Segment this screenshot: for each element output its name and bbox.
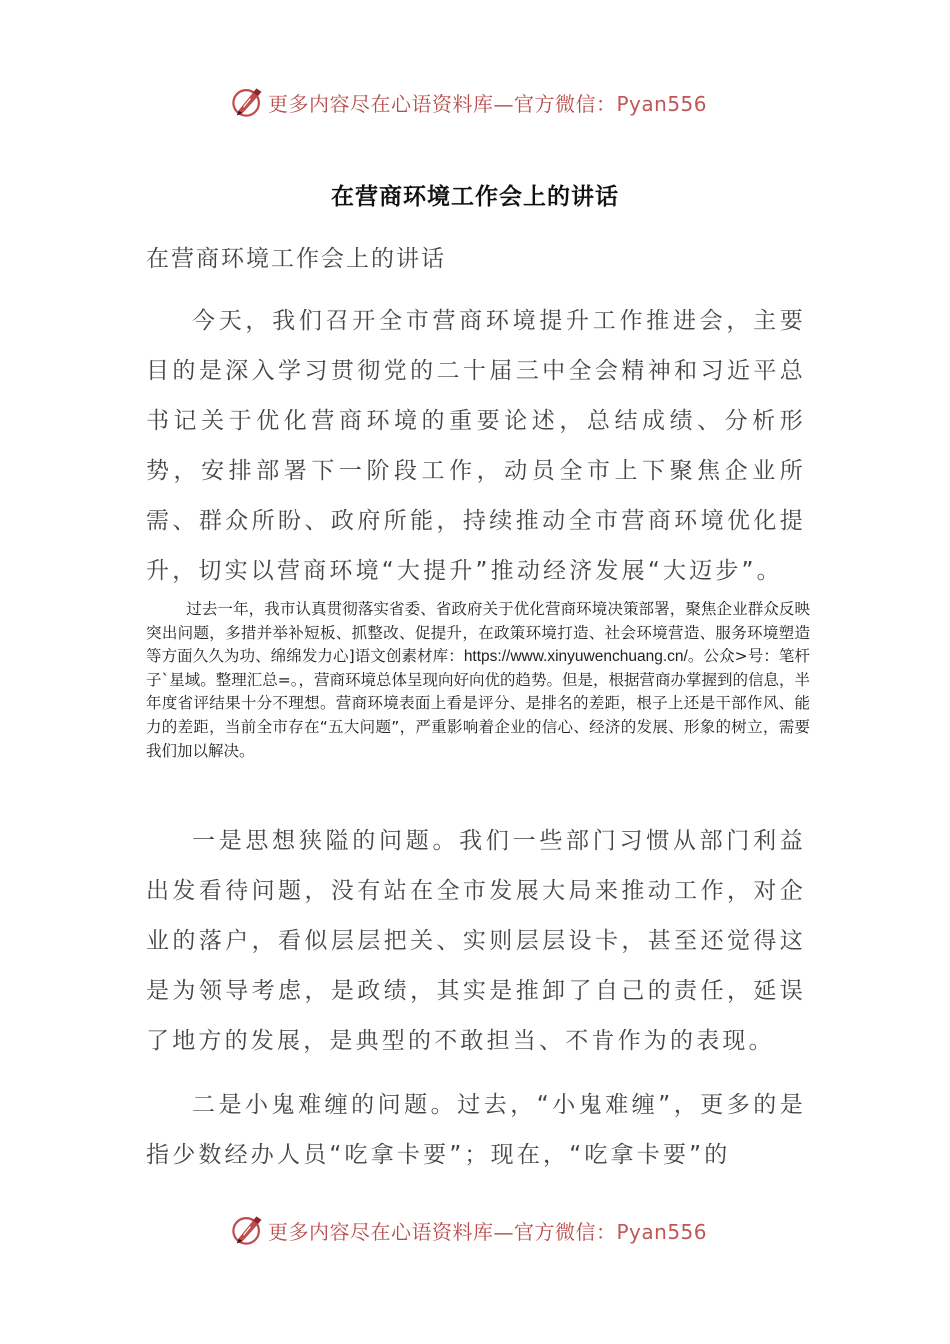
banner-text xyxy=(268,1216,707,1245)
banner-separator: — xyxy=(493,91,514,116)
banner-wechat-label: 官方微信： xyxy=(514,91,617,116)
footer-banner xyxy=(230,1210,707,1250)
banner-separator: — xyxy=(493,1219,514,1244)
banner-text xyxy=(268,88,707,117)
banner-slogan: 更多内容尽在心语资料库 xyxy=(268,1219,494,1244)
paragraph-past-year xyxy=(146,598,810,763)
banner-slogan: 更多内容尽在心语资料库 xyxy=(268,91,494,116)
paragraph-issue-two: 二是小鬼难缠的问题。过去，“小鬼难缠”，更多的是指少数经办人员“吃拿卡要”；现在，“吃拿卡要”的 xyxy=(146,1092,806,1168)
source-url: https://www.xinyuwenchuang.cn/ xyxy=(463,648,688,666)
paragraph-past-year-part1: 过去一年，我市认真贯彻落实省委、省政府关于优化营商环境决策部署，聚焦企业群众反映突出问题，多措并举补短板、抓整改、促提升，在政策环境打造、社会环境营造、服务环境塑造等方面久久为功、绵绵发力心]语文创素材库： xyxy=(146,600,810,666)
paragraph-past-year-part2: 。公众>号：笔杆子`星域。整理汇总=。，营商环境总体呈现向好向优的趋势。但是，根据营商办掌握到的信息，半年度省评结果十分不理想。营商环境表面上看是评分、是排名的差距，根子上还是干部作风、能力的差距，当前全市存在“五大问题”，严重影响着企业的信心、经济的发展、形象的树立，需要我们加以解决。 xyxy=(146,647,810,760)
banner-account: Pyan556 xyxy=(616,91,708,116)
paragraph-intro: 今天，我们召开全市营商环境提升工作推进会，主要目的是深入学习贯彻党的二十届三中全会精神和习近平总书记关于优化营商环境的重要论述，总结成绩、分析形势，安排部署下一阶段工作，动员全市上下聚焦企业所需、群众所盼、政府所能，持续推动全市营商环境优化提升，切实以营商环境“大提升”推动经济发展“大迈步”。 xyxy=(146,308,806,584)
banner-wechat-label: 官方微信： xyxy=(514,1219,617,1244)
document-title: 在营商环境工作会上的讲话 xyxy=(331,184,619,210)
pen-logo-icon xyxy=(230,85,264,119)
header-banner xyxy=(230,82,707,122)
paragraph-issue-one: 一是思想狭隘的问题。我们一些部门习惯从部门利益出发看待问题，没有站在全市发展大局来推动工作，对企业的落户，看似层层把关、实则层层设卡，甚至还觉得这是为领导考虑，是政绩，其实是推卸了自己的责任，延误了地方的发展，是典型的不敢担当、不肯作为的表现。 xyxy=(146,828,806,1054)
document-subtitle: 在营商环境工作会上的讲话 xyxy=(146,246,446,272)
pen-logo-icon xyxy=(230,1213,264,1247)
banner-account: Pyan556 xyxy=(616,1219,708,1244)
